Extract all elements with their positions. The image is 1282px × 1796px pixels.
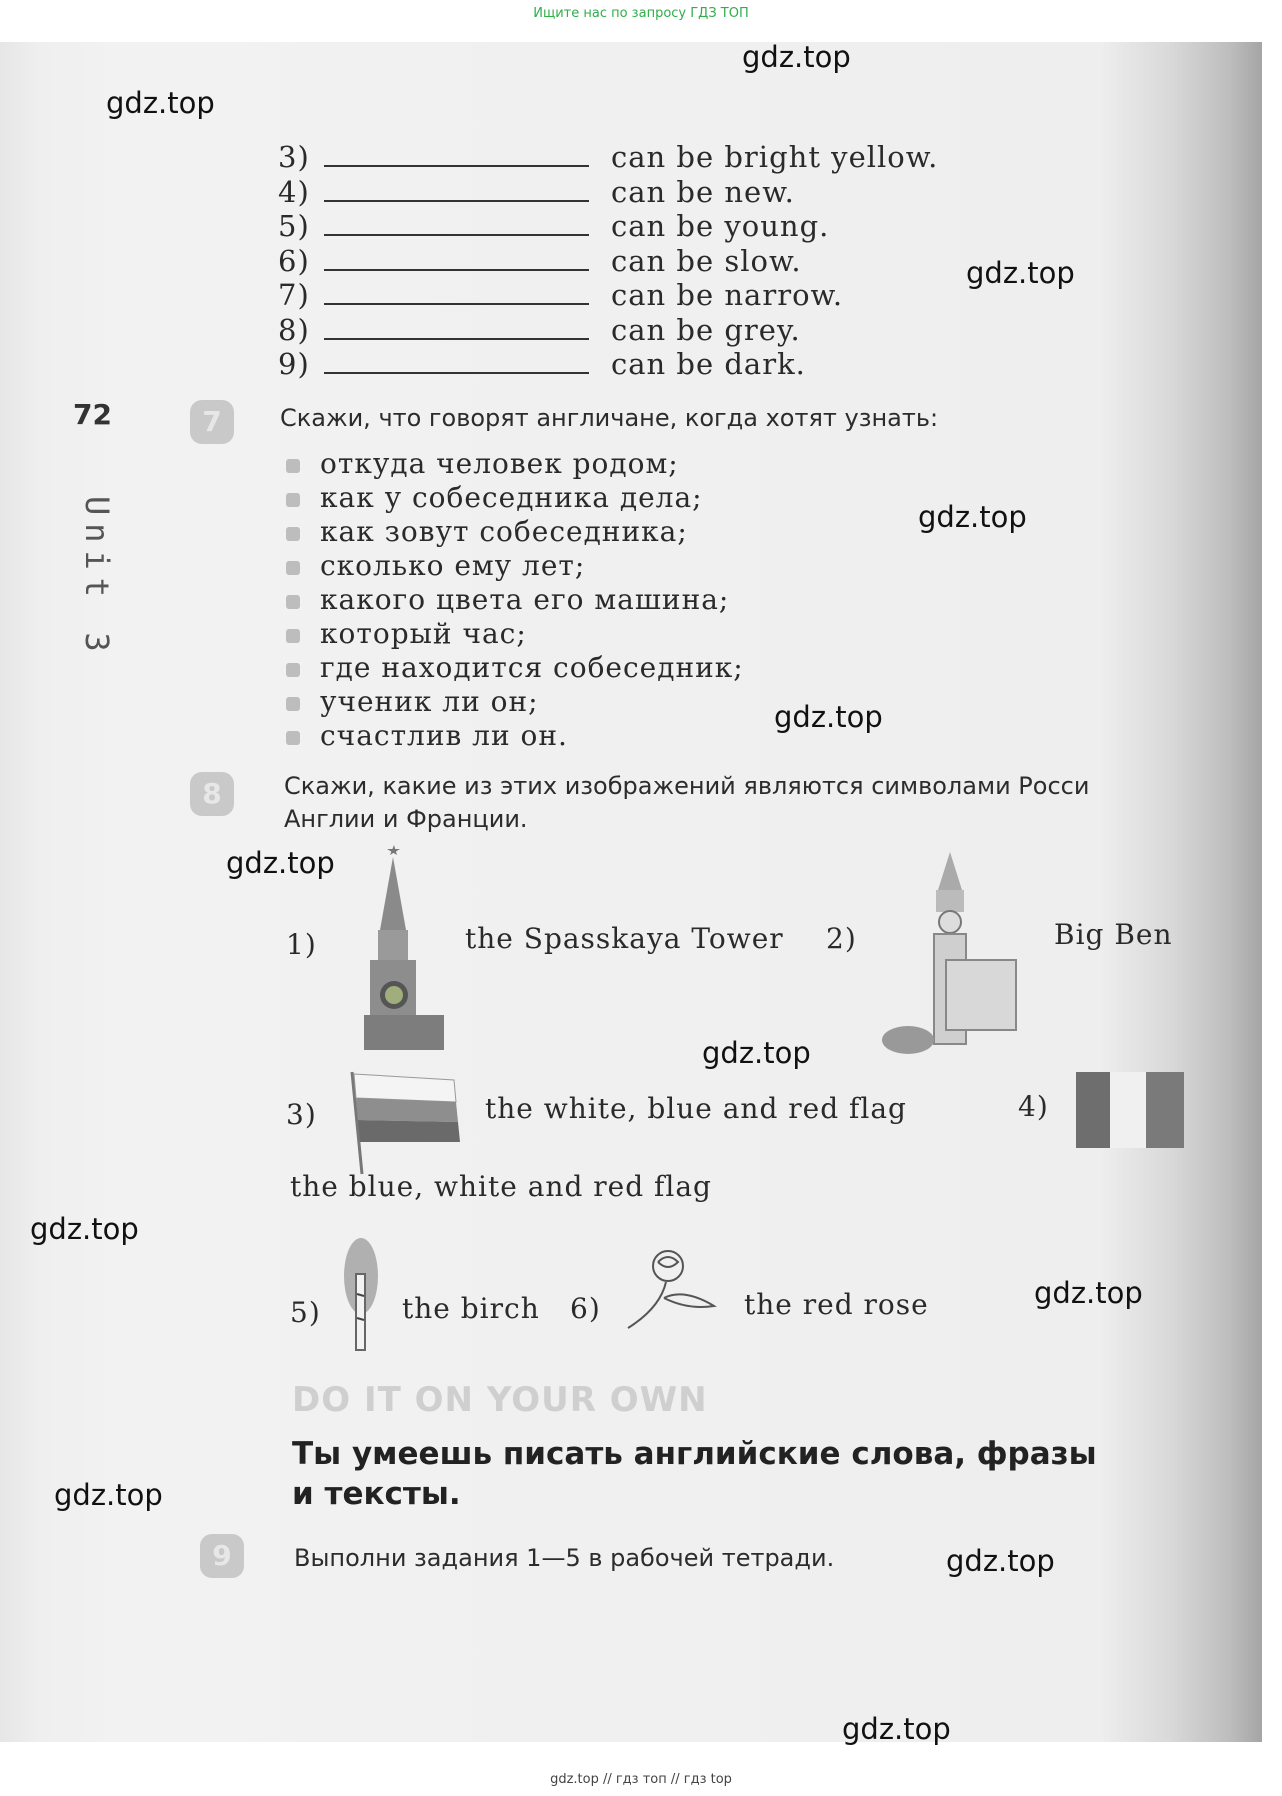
watermark: gdz.top (946, 1544, 1055, 1578)
list-item: откуда человек родом; (280, 447, 744, 481)
row-text: can be dark. (611, 347, 806, 381)
blank-line[interactable] (324, 247, 589, 271)
watermark: gdz.top (702, 1036, 811, 1070)
row-text: can be grey. (611, 312, 801, 347)
symbol-birch: the birch (402, 1292, 540, 1325)
blank-line[interactable] (324, 281, 589, 305)
russian-flag-icon (344, 1066, 462, 1176)
symbol-number-4: 4) (1018, 1090, 1049, 1123)
do-it-on-your-own-heading: DO IT ON YOUR OWN (292, 1380, 708, 1420)
row-text: can be new. (611, 174, 795, 209)
row-number: 8) (278, 312, 310, 347)
blank-line[interactable] (324, 178, 589, 202)
row-text: can be slow. (611, 243, 802, 278)
watermark: gdz.top (54, 1478, 163, 1512)
row-number: 4) (278, 174, 310, 209)
symbol-number-6: 6) (570, 1292, 601, 1325)
list-item: сколько ему лет; (280, 549, 744, 583)
answer-row (278, 244, 938, 279)
answer-row (278, 278, 938, 313)
watermark: gdz.top (1034, 1276, 1143, 1310)
top-banner[interactable]: Ищите нас по запросу ГДЗ ТОП (533, 6, 749, 21)
list-item: ученик ли он; (280, 685, 744, 719)
exercise-7-instruction: Скажи, что говорят англичане, когда хотят узнать: (280, 404, 939, 432)
symbol-number-2: 2) (826, 922, 857, 955)
watermark: gdz.top (966, 256, 1075, 290)
blank-line[interactable] (324, 316, 589, 340)
answer-row (278, 347, 938, 382)
list-item: какого цвета его машина; (280, 583, 744, 617)
big-ben-icon (880, 850, 1020, 1060)
symbol-big-ben: Big Ben (1054, 918, 1173, 951)
row-number: 7) (278, 278, 310, 312)
symbol-russian-flag: the white, blue and red flag (485, 1092, 907, 1125)
exercise-8-instruction-line1: Скажи, какие из этих изображений являются символами Росси (284, 772, 1090, 800)
row-text: can be bright yellow. (611, 140, 939, 174)
symbol-number-3: 3) (286, 1098, 317, 1131)
page-number: 72 (73, 398, 112, 431)
symbol-number-1: 1) (286, 928, 317, 961)
exercise-6-rows (278, 140, 938, 382)
row-number: 6) (278, 243, 310, 278)
exercise-9-badge: 9 (200, 1534, 244, 1578)
row-number: 5) (278, 209, 310, 243)
exercise-8-badge: 8 (190, 772, 234, 816)
exercise-8-instruction-line2: Англии и Франции. (284, 805, 528, 833)
symbol-number-5: 5) (290, 1296, 321, 1329)
blank-line[interactable] (324, 350, 589, 374)
answer-row (278, 313, 938, 348)
row-text: can be narrow. (611, 278, 844, 312)
exercise-7-list (280, 447, 744, 753)
symbol-spasskaya-tower: the Spasskaya Tower (465, 922, 784, 955)
list-item: как у собеседника дела; (280, 481, 744, 515)
watermark: gdz.top (106, 86, 215, 120)
rose-icon (624, 1248, 720, 1334)
symbol-french-flag: the blue, white and red flag (290, 1170, 712, 1203)
exercise-9-instruction: Выполни задания 1—5 в рабочей тетради. (294, 1544, 835, 1572)
french-flag-icon (1076, 1072, 1184, 1148)
answer-row (278, 140, 938, 175)
list-item: счастлив ли он. (280, 719, 744, 753)
unit-label: Unit 3 (78, 496, 116, 660)
birch-tree-icon (338, 1234, 384, 1352)
answer-row (278, 209, 938, 244)
list-item: как зовут собеседника; (280, 515, 744, 549)
watermark: gdz.top (742, 40, 851, 74)
watermark: gdz.top (918, 500, 1027, 534)
blank-line[interactable] (324, 143, 589, 167)
watermark: gdz.top (842, 1712, 951, 1746)
row-text: can be young. (611, 209, 830, 243)
answer-row (278, 175, 938, 210)
watermark: gdz.top (226, 846, 335, 880)
exercise-7-badge: 7 (190, 400, 234, 444)
list-item: который час; (280, 617, 744, 651)
footer-links[interactable]: gdz.top // гдз топ // гдз top (550, 1772, 732, 1787)
watermark: gdz.top (774, 700, 883, 734)
skill-line-2: и тексты. (292, 1476, 461, 1512)
row-number: 9) (278, 347, 310, 381)
skill-line-1: Ты умеешь писать английские слова, фразы (292, 1436, 1097, 1472)
watermark: gdz.top (30, 1212, 139, 1246)
row-number: 3) (278, 140, 310, 174)
list-item: где находится собеседник; (280, 651, 744, 685)
blank-line[interactable] (324, 212, 589, 236)
symbol-red-rose: the red rose (744, 1288, 929, 1321)
spasskaya-tower-icon (360, 835, 452, 1055)
